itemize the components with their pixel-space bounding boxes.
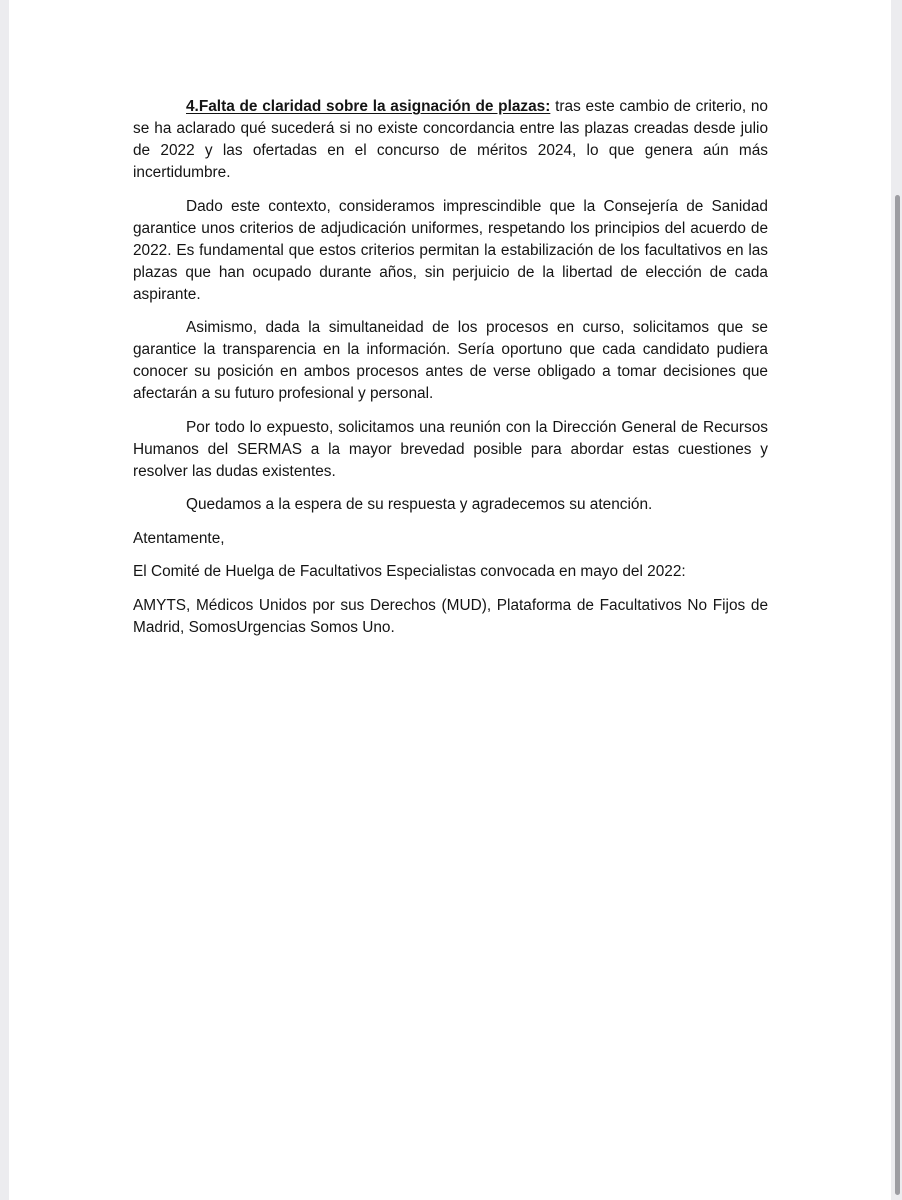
signatories: AMYTS, Médicos Unidos por sus Derechos (MUD), Plataforma de Facultativos No Fijos de Madrid, SomosUrgencias Somos Uno. [133,596,768,636]
paragraph-reunion: Por todo lo expuesto, solicitamos una reunión con la Dirección General de Recursos Humanos del SERMAS a la mayor brevedad posible para abordar estas cuestiones y resolver las dudas existentes. [133,418,768,480]
vertical-scrollbar[interactable] [895,195,900,1195]
committee-line: El Comité de Huelga de Facultativos Especialistas convocada en mayo del 2022: [133,563,686,580]
paragraph-plazas [133,96,768,184]
letter-body [133,96,768,650]
closing: Atentamente, [133,529,225,547]
document-page [9,0,891,1200]
paragraph-transparencia: Asimismo, dada la simultaneidad de los procesos en curso, solicitamos que se garantice la transparencia en la información. Sería oportuno que cada candidato pudiera conocer su posición en ambos procesos antes de verse obligado a tomar decisiones que afectarán a su futuro profesional y personal. [133,319,768,402]
paragraph-agradecimiento: Quedamos a la espera de su respuesta y agradecemos su atención. [186,496,653,513]
paragraph-contexto: Dado este contexto, consideramos imprescindible que la Consejería de Sanidad garantice unos criterios de adjudicación uniformes, respetando los principios del acuerdo de 2022. Es fundamental que estos criterios permitan la estabilización de los facultativos en las plazas que han ocupado durante años, sin perjuicio de la libertad de elección de cada aspirante. [133,197,768,303]
paragraph-text: tras este cambio de criterio, no se ha aclarado qué sucederá si no existe concordancia entre las plazas creadas desde julio de 2022 y las ofertadas en el concurso de méritos 2024, lo que genera aún más incertidumbre. [133,98,768,181]
section-heading: 4.Falta de claridad sobre la asignación de plazas: [186,98,551,115]
